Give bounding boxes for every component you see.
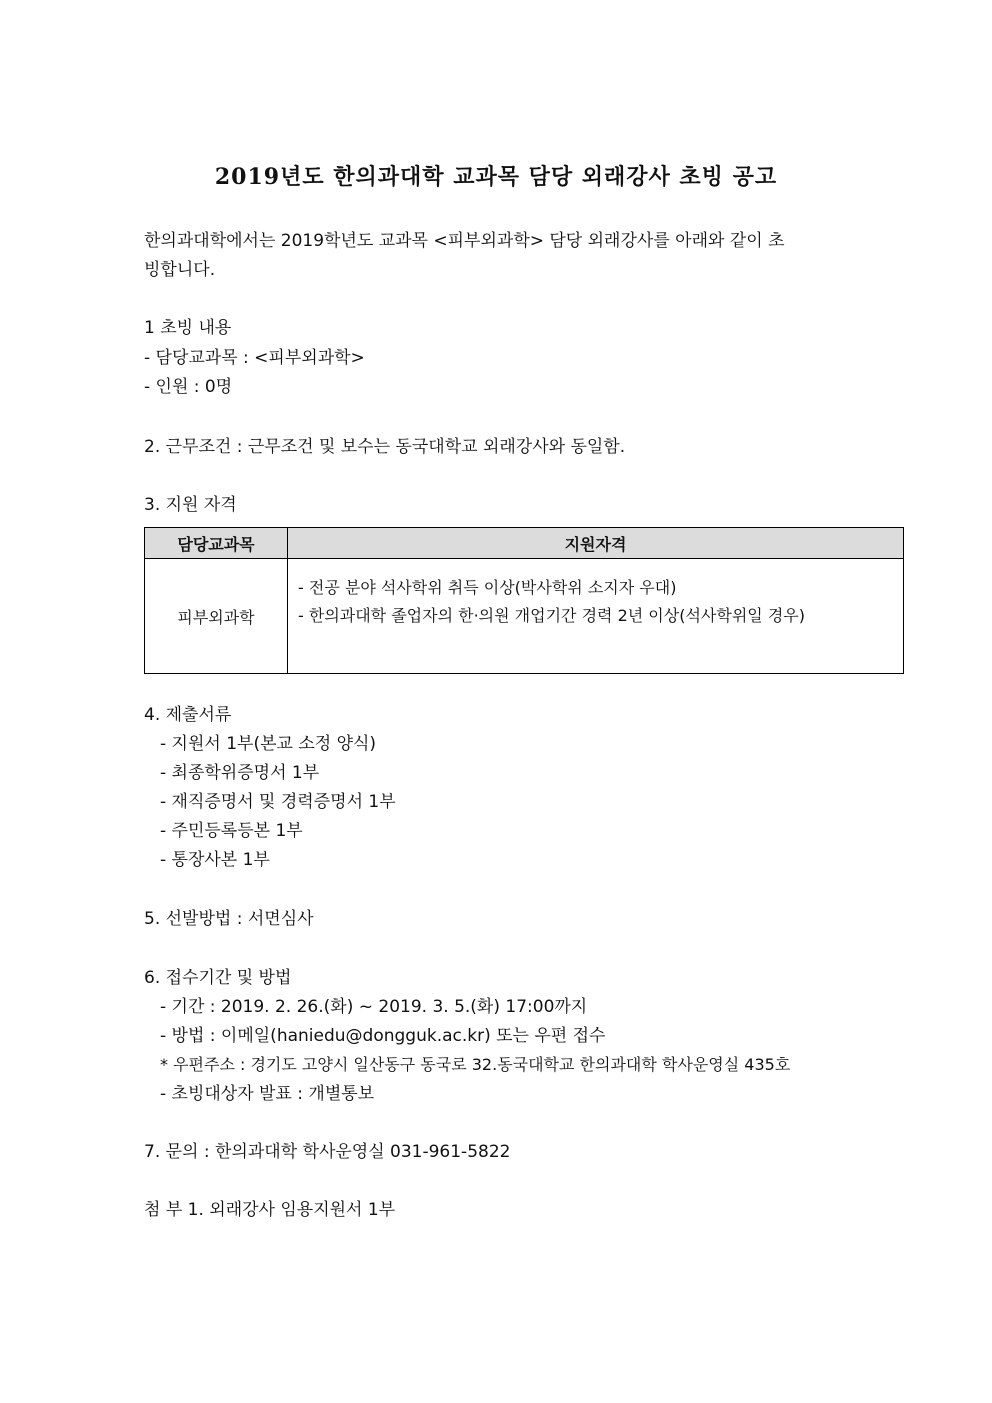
application-method: - 방법 : 이메일(haniedu@dongguk.ac.kr) 또는 우편 접수 (160, 1026, 606, 1046)
table-header-qualification: 지원자격 (288, 528, 904, 559)
intro-line-2: 빙합니다. (144, 260, 216, 280)
document-item: - 주민등록등본 1부 (160, 821, 303, 841)
section6-heading: 6. 접수기간 및 방법 (144, 968, 292, 988)
document-item: - 통장사본 1부 (160, 850, 270, 870)
table-row (145, 559, 904, 674)
section1-item-headcount: - 인원 : 0명 (144, 377, 233, 397)
requirement-item: - 한의과대학 졸업자의 한·의원 개업기간 경력 2년 이상(석사학위일 경우) (298, 606, 805, 625)
application-period: - 기간 : 2019. 2. 26.(화) ~ 2019. 3. 5.(화) 17:00까지 (160, 997, 588, 1017)
section1-heading: 1 초빙 내용 (144, 318, 232, 338)
section1-item-subject: - 담당교과목 : <피부외과학> (144, 348, 365, 368)
qualification-table (144, 527, 904, 674)
table-header-subject: 담당교과목 (145, 528, 288, 559)
document-item: - 최종학위증명서 1부 (160, 763, 320, 783)
section4-heading: 4. 제출서류 (144, 705, 232, 725)
page-title: 2019년도 한의과대학 교과목 담당 외래강사 초빙 공고 (214, 164, 778, 190)
requirement-item: - 전공 분야 석사학위 취득 이상(박사학위 소지자 우대) (298, 578, 677, 597)
table-header-row (145, 528, 904, 559)
intro-line-1: 한의과대학에서는 2019학년도 교과목 <피부외과학> 담당 외래강사를 아래와 같이 초 (144, 231, 785, 251)
postal-address: * 우편주소 : 경기도 고양시 일산동구 동국로 32.동국대학교 한의과대학 학사운영실 435호 (160, 1055, 791, 1074)
document-item: - 지원서 1부(본교 소정 양식) (160, 734, 377, 754)
section5-heading: 5. 선발방법 : 서면심사 (144, 909, 314, 929)
section3-heading: 3. 지원 자격 (144, 495, 237, 515)
table-cell-requirements (288, 559, 904, 674)
announcement: - 초빙대상자 발표 : 개별통보 (160, 1084, 375, 1104)
section2-heading: 2. 근무조건 : 근무조건 및 보수는 동국대학교 외래강사와 동일함. (144, 437, 626, 457)
attachment: 첨 부 1. 외래강사 임용지원서 1부 (144, 1200, 396, 1220)
document-item: - 재직증명서 및 경력증명서 1부 (160, 792, 396, 812)
section7-heading: 7. 문의 : 한의과대학 학사운영실 031-961-5822 (144, 1142, 511, 1162)
table-cell-subject: 피부외과학 (145, 559, 288, 674)
